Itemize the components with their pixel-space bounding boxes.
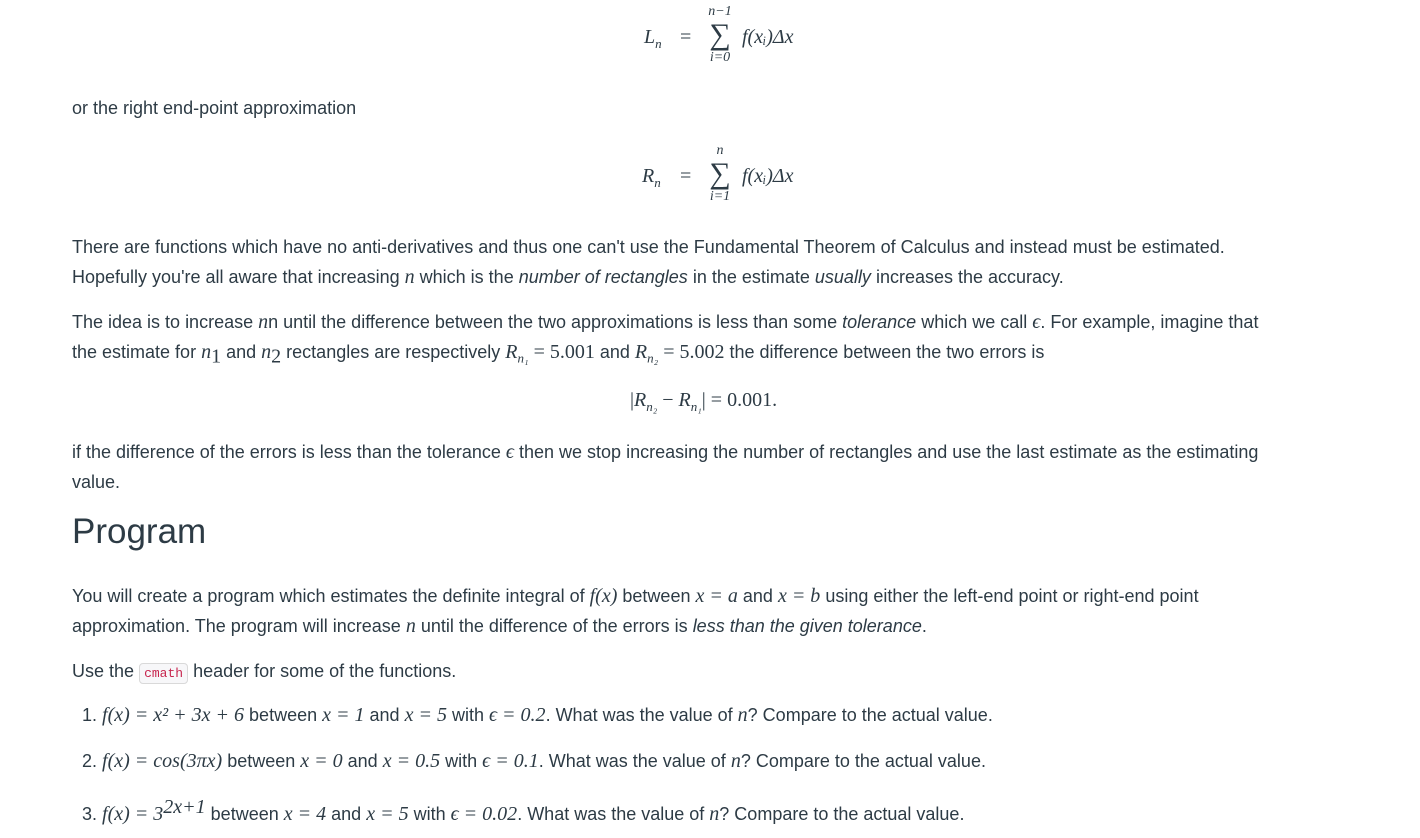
para4-line1: You will create a program which estimates the definite integral of f(x) between x = a and x = b using either the left-end point or right-end point bbox=[72, 585, 1199, 607]
eq-right-lhs: $R_n$ bbox=[642, 165, 661, 190]
paragraph-anti-derivatives bbox=[72, 232, 1392, 292]
eq-left-lhs: $L_n$ bbox=[644, 26, 662, 51]
paragraph-tolerance bbox=[72, 307, 1392, 374]
paragraph-stop-condition bbox=[72, 437, 1392, 497]
eq-left-sigma: n−1 ∑ i=0 bbox=[700, 4, 740, 66]
list-item: 1. f(x) = x² + 3x + 6 between x = 1 and x = 5 with ϵ = 0.2. What was the value of n? Compare to the actual value. bbox=[82, 704, 993, 726]
equation-difference: $|R_{n_2} - R_{n_1}| = 0.001$. bbox=[630, 389, 778, 414]
exercise-list bbox=[82, 700, 1382, 838]
heading-program: Program bbox=[72, 512, 207, 551]
eq-right-sigma: n ∑ i=1 bbox=[700, 143, 740, 205]
para2-line2: the estimate for $n_1$ and $n_2$ rectangles are respectively $R_{n_1} = 5.001$ and $R_{n_2} = 5.002$ the difference between the two errors is bbox=[72, 341, 1045, 368]
eq-right-body: f(xᵢ)Δx bbox=[742, 165, 794, 187]
code-cmath: cmath bbox=[139, 663, 188, 684]
paragraph-cmath: Use the cmath header for some of the functions. bbox=[72, 656, 1392, 689]
para3-line2: value. bbox=[72, 472, 121, 492]
eq-left-lower: i=0 bbox=[709, 50, 731, 65]
eq-left-upper: n−1 bbox=[708, 4, 732, 19]
paragraph-program-description bbox=[72, 581, 1392, 641]
list-item: 3. $f(x) = 3^{2x+1}$ between x = 4 and x = 5 with ϵ = 0.02. What was the value of n? Compare to the actual value. bbox=[82, 796, 965, 825]
eq-right-equals: = bbox=[680, 165, 692, 187]
eq-right-lower: i=1 bbox=[709, 189, 731, 204]
list-item: 2. f(x) = cos(3πx) between x = 0 and x = 0.5 with ϵ = 0.1. What was the value of n? Compare to the actual value. bbox=[82, 750, 986, 772]
text-or-right: or the right end-point approximation bbox=[72, 98, 357, 118]
para1-line2: Hopefully you're all aware that increasing n which is the number of rectangles in the estimate usually increases the accuracy. bbox=[72, 266, 1064, 288]
para1-line1: There are functions which have no anti-derivatives and thus one can't use the Fundamental Theorem of Calculus and instead must be estimated. bbox=[72, 237, 1225, 257]
para3-line1: if the difference of the errors is less than the tolerance ϵ then we stop increasing the number of rectangles and use the last estimate as the estimating bbox=[72, 441, 1259, 463]
para4-line2: approximation. The program will increase n until the difference of the errors is less than the given tolerance. bbox=[72, 615, 927, 637]
para2-line1: The idea is to increase nn until the difference between the two approximations is less than some tolerance which we call ϵ. For example, imagine that bbox=[72, 311, 1259, 333]
eq-left-equals: = bbox=[680, 26, 692, 48]
eq-left-body: f(xᵢ)Δx bbox=[742, 26, 794, 48]
eq-right-upper: n bbox=[716, 143, 724, 158]
